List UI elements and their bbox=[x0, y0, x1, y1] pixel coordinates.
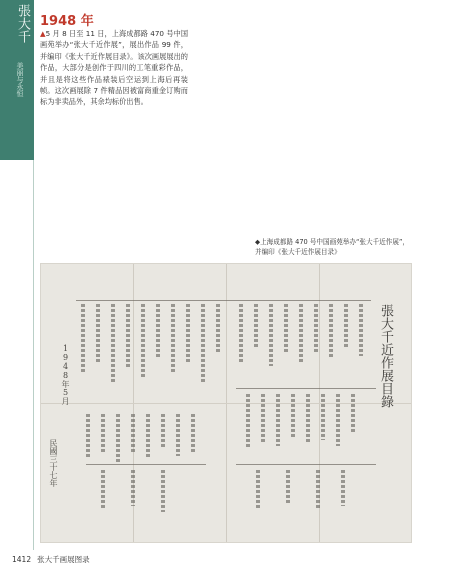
handwritten-date: 1948年5月 bbox=[61, 344, 70, 405]
entry-paragraph bbox=[40, 28, 188, 108]
page-footer bbox=[12, 554, 90, 565]
handwritten-note: 民國三十七年 bbox=[49, 439, 58, 487]
photo-caption bbox=[255, 237, 435, 257]
entry-text: 5 月 8 日至 11 日，上海成都路 470 号中国画苑举办“张大千近作展”，展出作品 99 件，并编印《张大千近作展目录》。该次画展展出的作品，大部分是创作于四川的工笔重彩作品，并且是将这些作品裱装后空运到上海后再装帧。这次画展除 7 件精品因被富商重金订购而标为非卖品外，其余均标价出售。 bbox=[40, 29, 189, 107]
page-number: 1412 bbox=[12, 555, 32, 564]
book-title: 张大千画展图录 bbox=[37, 555, 90, 564]
triangle-icon: ▲ bbox=[40, 29, 46, 38]
side-band bbox=[0, 0, 34, 160]
document-title: 張大千近作展目錄 bbox=[378, 304, 393, 408]
divider bbox=[33, 160, 34, 550]
side-vertical-text: 美丽与永恒 bbox=[16, 62, 24, 97]
year-heading: 1948 年 bbox=[40, 14, 94, 29]
caption-line-2: 并编印《张大千近作展目录》 bbox=[255, 248, 341, 256]
caption-line-1: 上海成都路 470 号中国画苑举办“张大千近作展”， bbox=[260, 238, 409, 246]
logo: 張大千 bbox=[15, 4, 30, 43]
diamond-icon: ◆ bbox=[255, 238, 261, 246]
catalog-document-photo bbox=[40, 263, 412, 543]
